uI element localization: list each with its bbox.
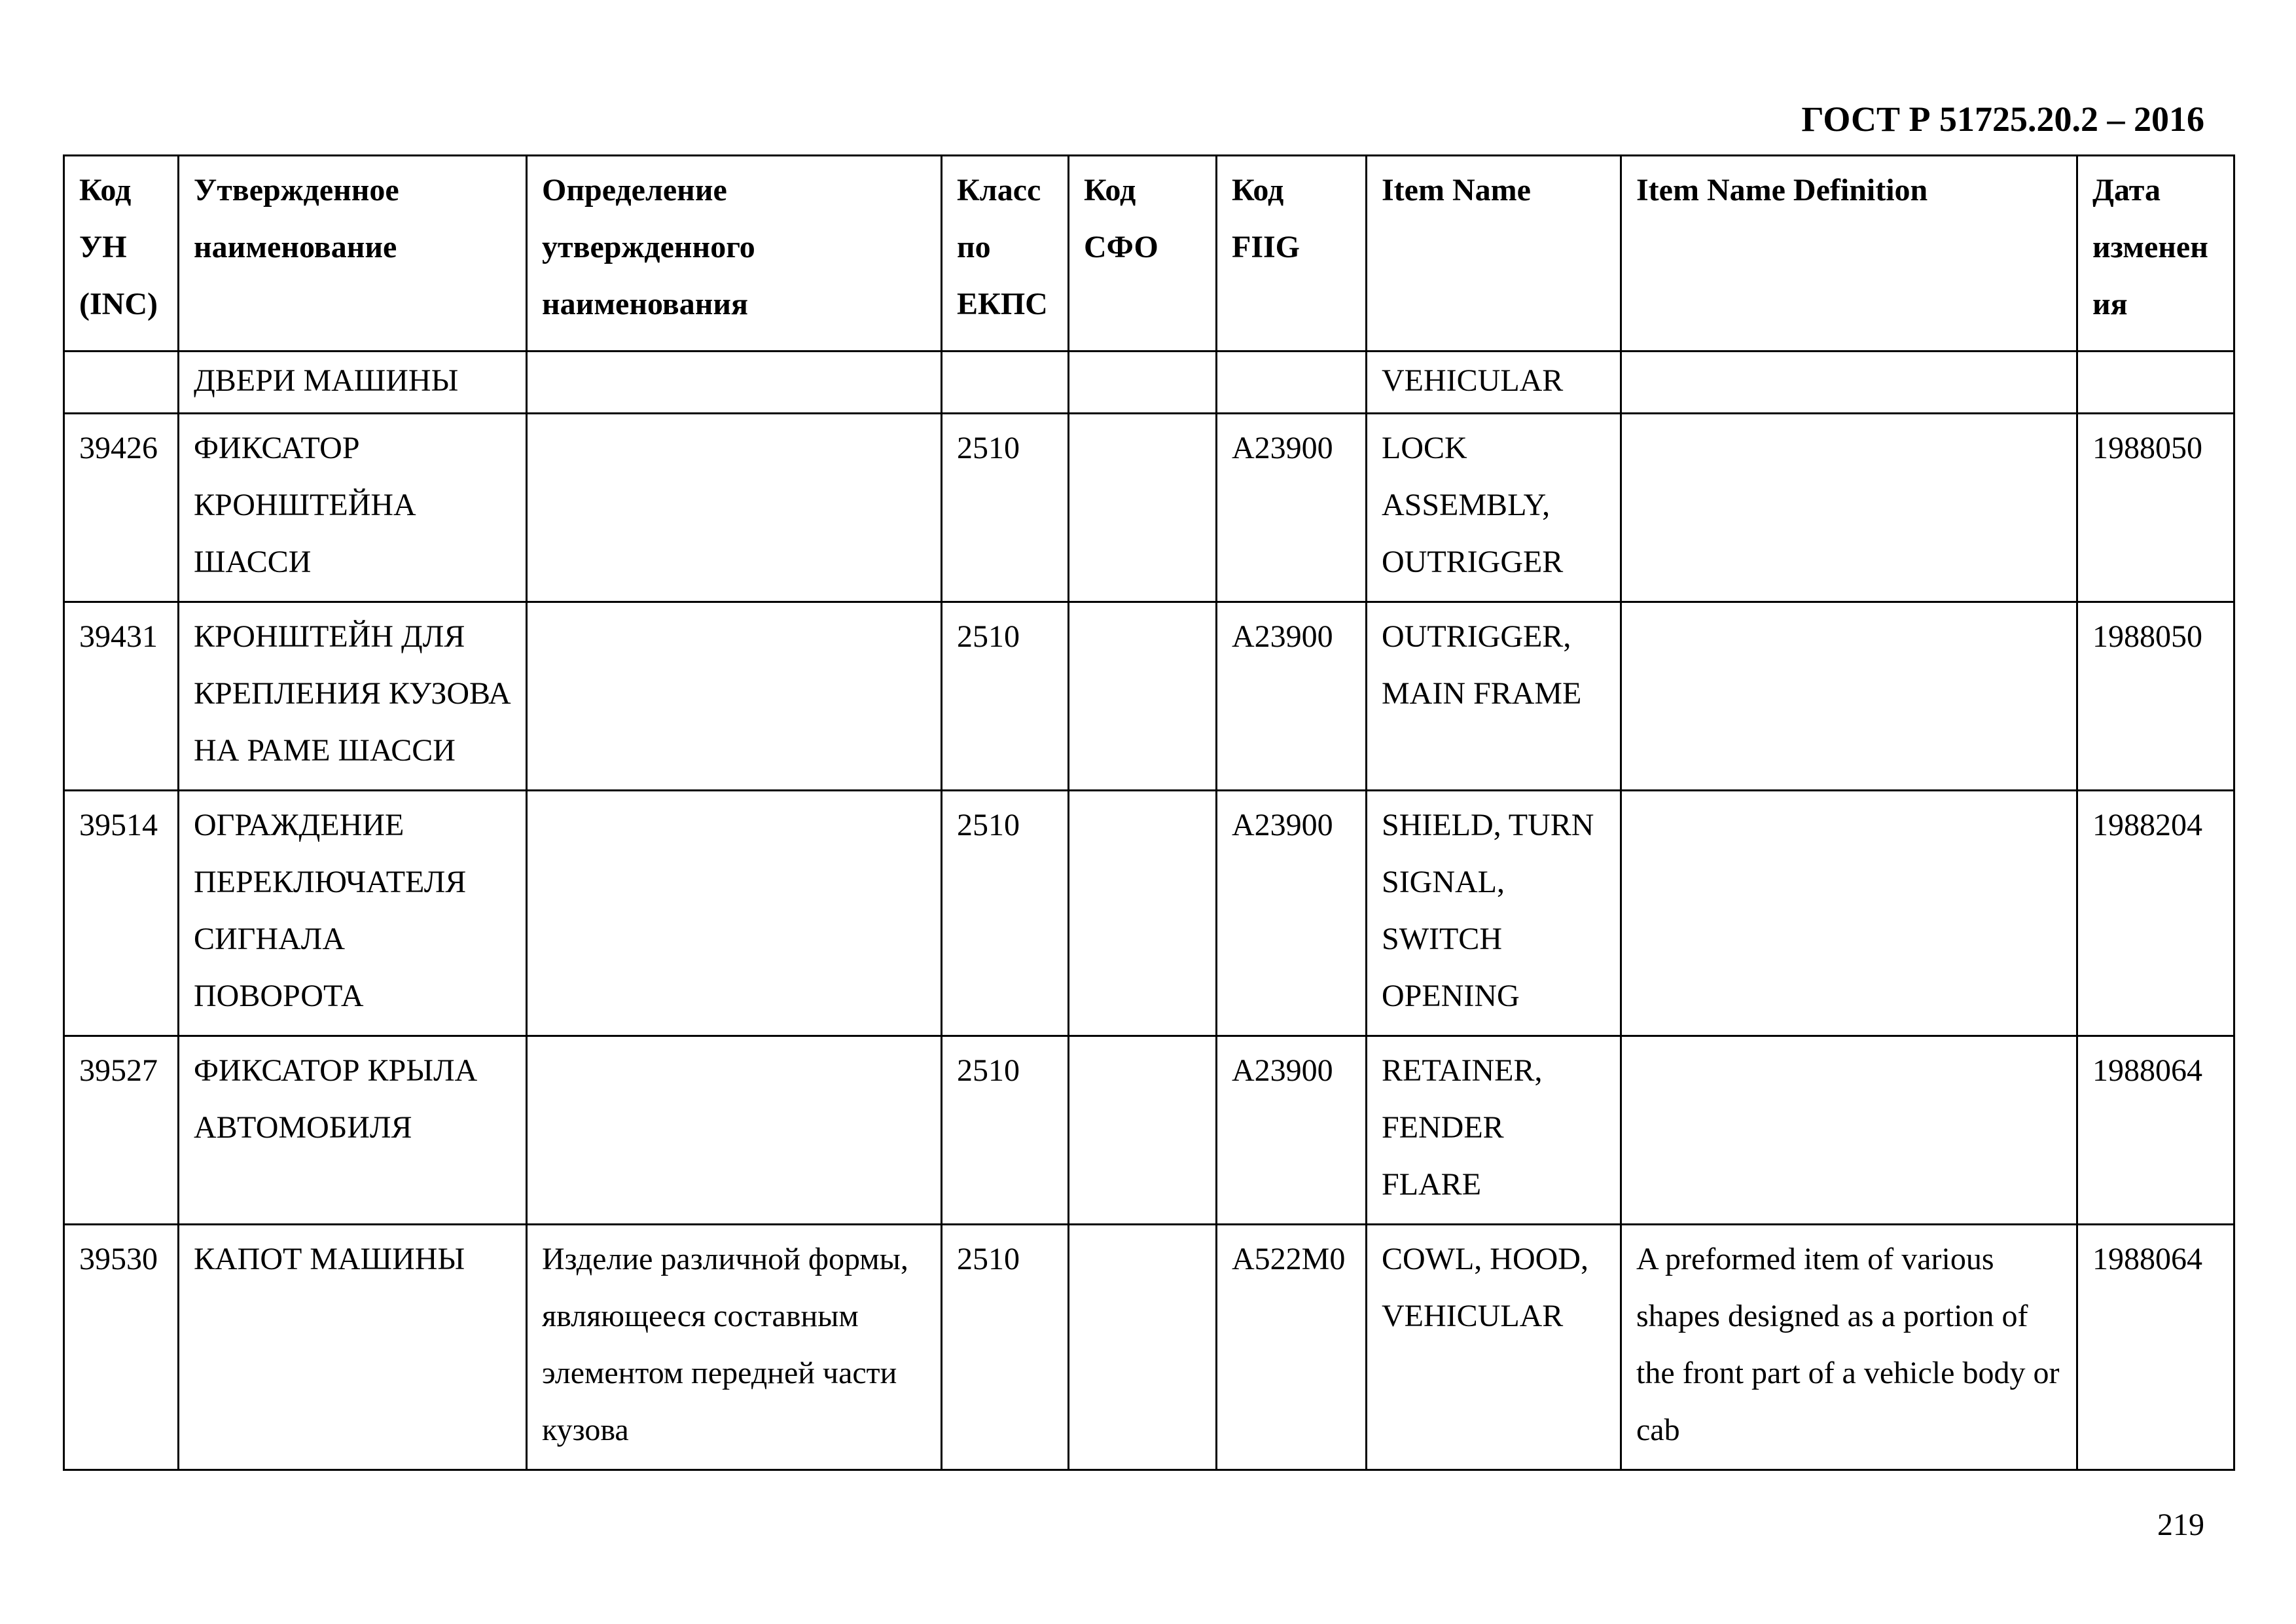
col-header-inc: Код УН (INC) bbox=[64, 156, 179, 352]
cell-inc: 39527 bbox=[64, 1036, 179, 1225]
cell-sfo bbox=[1069, 791, 1217, 1036]
cell-fiig: A23900 bbox=[1217, 791, 1367, 1036]
cell-inc: 39514 bbox=[64, 791, 179, 1036]
cell-item-name-definition bbox=[1621, 352, 2077, 414]
cell-fiig: A522M0 bbox=[1217, 1225, 1367, 1470]
cell-fiig: A23900 bbox=[1217, 414, 1367, 602]
document-header: ГОСТ Р 51725.20.2 – 2016 bbox=[1801, 99, 2204, 139]
cell-item-name: SHIELD, TURN SIGNAL, SWITCH OPENING bbox=[1367, 791, 1621, 1036]
cell-definition bbox=[527, 791, 942, 1036]
cell-item-name: OUTRIGGER, MAIN FRAME bbox=[1367, 602, 1621, 791]
cell-inc: 39426 bbox=[64, 414, 179, 602]
col-header-item-name: Item Name bbox=[1367, 156, 1621, 352]
cell-definition: Изделие различной формы, являющееся составным элементом передней части кузова bbox=[527, 1225, 942, 1470]
cell-approved-name: ДВЕРИ МАШИНЫ bbox=[179, 352, 527, 414]
cell-item-name-definition bbox=[1621, 1036, 2077, 1225]
page-number: 219 bbox=[2157, 1507, 2204, 1542]
cell-inc bbox=[64, 352, 179, 414]
cell-item-name: RETAINER, FENDER FLARE bbox=[1367, 1036, 1621, 1225]
cell-item-name-definition bbox=[1621, 602, 2077, 791]
table-row bbox=[64, 352, 2234, 414]
cell-item-name-definition: A preformed item of various shapes designed as a portion of the front part of a vehicle body or cab bbox=[1621, 1225, 2077, 1470]
cell-class bbox=[942, 352, 1069, 414]
cell-item-name: LOCK ASSEMBLY, OUTRIGGER bbox=[1367, 414, 1621, 602]
col-header-class: Класс по ЕКПС bbox=[942, 156, 1069, 352]
cell-class: 2510 bbox=[942, 1036, 1069, 1225]
cell-definition bbox=[527, 602, 942, 791]
cell-sfo bbox=[1069, 414, 1217, 602]
cell-inc: 39431 bbox=[64, 602, 179, 791]
cell-fiig: A23900 bbox=[1217, 602, 1367, 791]
cell-class: 2510 bbox=[942, 1225, 1069, 1470]
cell-change-date: 1988064 bbox=[2077, 1036, 2234, 1225]
cell-approved-name: КАПОТ МАШИНЫ bbox=[179, 1225, 527, 1470]
table-row bbox=[64, 1225, 2234, 1470]
cell-class: 2510 bbox=[942, 791, 1069, 1036]
cell-inc: 39530 bbox=[64, 1225, 179, 1470]
col-header-definition: Определение утвержденного наименования bbox=[527, 156, 942, 352]
cell-fiig bbox=[1217, 352, 1367, 414]
cell-approved-name: ОГРАЖДЕНИЕ ПЕРЕКЛЮЧАТЕЛЯ СИГНАЛА ПОВОРОТА bbox=[179, 791, 527, 1036]
table-row bbox=[64, 414, 2234, 602]
cell-definition bbox=[527, 352, 942, 414]
col-header-approved-name: Утвержденное наименование bbox=[179, 156, 527, 352]
col-header-item-name-definition: Item Name Definition bbox=[1621, 156, 2077, 352]
table-row bbox=[64, 791, 2234, 1036]
cell-item-name-definition bbox=[1621, 791, 2077, 1036]
cell-approved-name: ФИКСАТОР КРЫЛА АВТОМОБИЛЯ bbox=[179, 1036, 527, 1225]
table-header-row bbox=[64, 156, 2234, 352]
cell-approved-name: КРОНШТЕЙН ДЛЯ КРЕПЛЕНИЯ КУЗОВА НА РАМЕ ШАССИ bbox=[179, 602, 527, 791]
cell-change-date: 1988050 bbox=[2077, 414, 2234, 602]
cell-class: 2510 bbox=[942, 602, 1069, 791]
cell-definition bbox=[527, 414, 942, 602]
inc-table bbox=[63, 154, 2235, 1471]
col-header-fiig: Код FIIG bbox=[1217, 156, 1367, 352]
cell-definition bbox=[527, 1036, 942, 1225]
cell-sfo bbox=[1069, 352, 1217, 414]
col-header-sfo: Код СФО bbox=[1069, 156, 1217, 352]
table-row bbox=[64, 602, 2234, 791]
cell-sfo bbox=[1069, 1036, 1217, 1225]
cell-fiig: A23900 bbox=[1217, 1036, 1367, 1225]
cell-item-name-definition bbox=[1621, 414, 2077, 602]
col-header-change-date: Дата изменения bbox=[2077, 156, 2234, 352]
table-row bbox=[64, 1036, 2234, 1225]
cell-approved-name: ФИКСАТОР КРОНШТЕЙНА ШАССИ bbox=[179, 414, 527, 602]
cell-change-date: 1988050 bbox=[2077, 602, 2234, 791]
cell-item-name: VEHICULAR bbox=[1367, 352, 1621, 414]
cell-sfo bbox=[1069, 602, 1217, 791]
cell-sfo bbox=[1069, 1225, 1217, 1470]
cell-change-date: 1988064 bbox=[2077, 1225, 2234, 1470]
cell-item-name: COWL, HOOD, VEHICULAR bbox=[1367, 1225, 1621, 1470]
cell-change-date: 1988204 bbox=[2077, 791, 2234, 1036]
cell-change-date bbox=[2077, 352, 2234, 414]
cell-class: 2510 bbox=[942, 414, 1069, 602]
